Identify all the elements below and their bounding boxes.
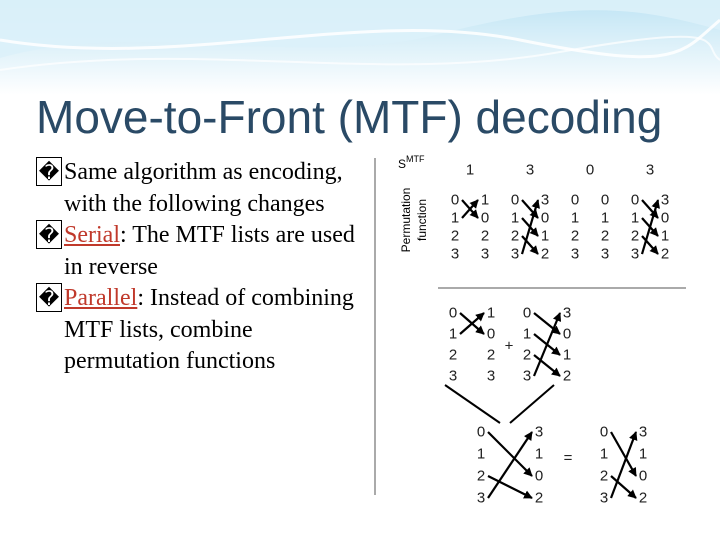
perm-right-value: 3 xyxy=(660,191,670,209)
bullet-marker-icon: � xyxy=(36,157,62,186)
perm-arrows xyxy=(488,432,532,498)
perm-right-value: 0 xyxy=(660,209,670,227)
perm-left-value: 3 xyxy=(510,245,520,263)
perm-left-value: 2 xyxy=(448,346,458,364)
perm-right-value: 0 xyxy=(540,209,550,227)
perm-left-value: 2 xyxy=(522,346,532,364)
perm-left-value: 1 xyxy=(510,209,520,227)
perm-right-value: 1 xyxy=(638,445,648,463)
symbol-3: 0 xyxy=(585,161,595,179)
perm-right-value: 2 xyxy=(562,367,572,385)
perm-left-value: 3 xyxy=(599,489,609,507)
permutation-p3 xyxy=(571,192,609,263)
perm-right-value: 1 xyxy=(480,191,490,209)
symbol-2: 3 xyxy=(525,161,535,179)
row-label-line-1: Permutation xyxy=(399,187,413,253)
perm-right-value: 0 xyxy=(486,325,496,343)
perm-right-value: 2 xyxy=(486,346,496,364)
perm-right-value: 1 xyxy=(486,304,496,322)
perm-right-value: 3 xyxy=(600,245,610,263)
perm-right-value: 2 xyxy=(540,245,550,263)
perm-right-value: 2 xyxy=(638,489,648,507)
symbol-4: 3 xyxy=(645,161,655,179)
perm-left-value: 2 xyxy=(476,467,486,485)
perm-arrows xyxy=(611,432,636,498)
perm-arrows xyxy=(462,200,478,218)
bullet-text: : The MTF lists are used in reverse xyxy=(64,222,355,280)
permutation-p1 xyxy=(451,192,489,263)
perm-right-value: 3 xyxy=(638,423,648,441)
equals-operator: = xyxy=(563,449,573,467)
tree-connector-left xyxy=(445,385,500,423)
plus-operator: + xyxy=(504,337,514,355)
bullet-marker-icon: � xyxy=(36,283,62,312)
perm-left-value: 1 xyxy=(476,445,486,463)
perm-arrows xyxy=(642,200,658,254)
perm-right-value: 0 xyxy=(480,209,490,227)
perm-left-value: 2 xyxy=(630,227,640,245)
perm-arrows xyxy=(534,313,560,376)
bullet-text: : Instead of combining MTF lists, combine permutation functions xyxy=(64,285,354,374)
perm-left-value: 3 xyxy=(450,245,460,263)
perm-left-value: 2 xyxy=(510,227,520,245)
perm-left-value: 1 xyxy=(522,325,532,343)
perm-right-value: 3 xyxy=(486,367,496,385)
perm-right-value: 2 xyxy=(480,227,490,245)
bullet-keyword: Serial xyxy=(64,222,120,248)
perm-right-value: 1 xyxy=(660,227,670,245)
perm-left-value: 1 xyxy=(450,209,460,227)
perm-left-value: 0 xyxy=(522,304,532,322)
perm-arrows xyxy=(460,313,484,334)
perm-left-value: 1 xyxy=(599,445,609,463)
perm-left-value: 2 xyxy=(570,227,580,245)
perm-left-value: 3 xyxy=(570,245,580,263)
perm-left-value: 0 xyxy=(476,423,486,441)
permutation-r2 xyxy=(600,424,647,507)
perm-left-value: 3 xyxy=(522,367,532,385)
perm-left-value: 2 xyxy=(599,467,609,485)
perm-right-value: 0 xyxy=(638,467,648,485)
perm-left-value: 1 xyxy=(448,325,458,343)
tree-connector-right xyxy=(510,385,554,423)
perm-left-value: 3 xyxy=(448,367,458,385)
bullet-keyword: Parallel xyxy=(64,285,138,311)
perm-left-value: 1 xyxy=(630,209,640,227)
symbol-1: 1 xyxy=(465,161,475,179)
permutation-c1 xyxy=(449,305,495,385)
permutation-p4 xyxy=(631,192,669,263)
perm-right-value: 0 xyxy=(600,191,610,209)
perm-right-value: 2 xyxy=(600,227,610,245)
perm-left-value: 0 xyxy=(450,191,460,209)
perm-left-value: 0 xyxy=(510,191,520,209)
smtf-label: $S^{MTF}$ xyxy=(398,154,425,171)
perm-left-value: 0 xyxy=(448,304,458,322)
perm-right-value: 2 xyxy=(534,489,544,507)
permutation-r1 xyxy=(477,424,543,507)
permutation-p2 xyxy=(511,192,549,263)
bullet-text: Same algorithm as encoding, with the following changes xyxy=(64,159,343,217)
perm-left-value: 3 xyxy=(630,245,640,263)
perm-right-value: 2 xyxy=(660,245,670,263)
perm-arrow xyxy=(611,432,636,476)
perm-right-value: 1 xyxy=(562,346,572,364)
perm-right-value: 3 xyxy=(540,191,550,209)
perm-right-value: 1 xyxy=(534,445,544,463)
bullet-marker-icon: � xyxy=(36,220,62,249)
perm-right-value: 3 xyxy=(534,423,544,441)
perm-right-value: 1 xyxy=(540,227,550,245)
perm-right-value: 0 xyxy=(562,325,572,343)
perm-arrows xyxy=(522,200,538,254)
perm-left-value: 1 xyxy=(570,209,580,227)
perm-arrow xyxy=(488,432,532,476)
perm-left-value: 3 xyxy=(476,489,486,507)
permutation-function-label xyxy=(399,188,429,253)
row-label-line-2: function xyxy=(415,198,429,242)
slide-title: Move-to-Front (MTF) decoding xyxy=(36,91,663,143)
perm-left-value: 0 xyxy=(630,191,640,209)
perm-right-value: 1 xyxy=(600,209,610,227)
perm-left-value: 2 xyxy=(450,227,460,245)
perm-left-value: 0 xyxy=(599,423,609,441)
perm-right-value: 3 xyxy=(480,245,490,263)
perm-left-value: 0 xyxy=(570,191,580,209)
permutation-c2 xyxy=(523,305,571,385)
perm-right-value: 0 xyxy=(534,467,544,485)
perm-right-value: 3 xyxy=(562,304,572,322)
